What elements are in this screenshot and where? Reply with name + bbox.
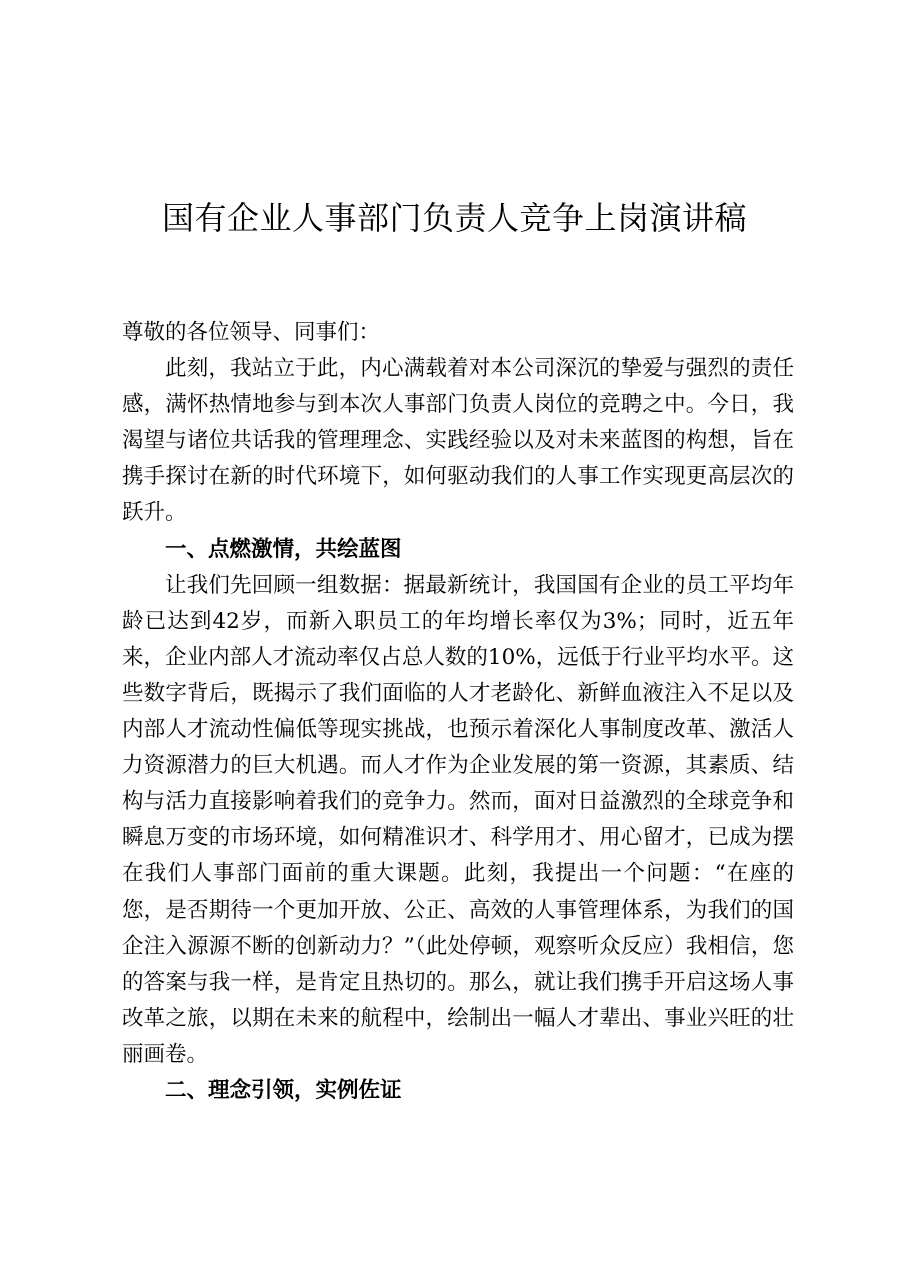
document-body — [122, 315, 794, 1109]
intro-paragraph: 此刻，我站立于此，内心满载着对本公司深沉的挚爱与强烈的责任感，满怀热情地参与到本次人事部门负责人岗位的竞聘之中。今日，我渴望与诸位共话我的管理理念、实践经验以及对未来蓝图的构想，旨在携手探讨在新的时代环境下，如何驱动我们的人事工作实现更高层次的跃升。 — [122, 356, 794, 526]
section-heading-2: 二、理念引领，实例佐证 — [165, 1077, 402, 1103]
salutation: 尊敬的各位领导、同事们： — [122, 320, 381, 345]
section-heading-1: 一、点燃激情，共绘蓝图 — [165, 536, 402, 562]
document-title: 国有企业人事部门负责人竞争上岗演讲稿 — [161, 199, 747, 237]
section-1-paragraph: 让我们先回顾一组数据：据最新统计，我国国有企业的员工平均年龄已达到42岁，而新入职员工的年均增长率仅为3%；同时，近五年来，企业内部人才流动率仅占总人数的10%，远低于行业平均水平。这些数字背后，既揭示了我们面临的人才老龄化、新鲜血液注入不足以及内部人才流动性偏低等现实挑战，也预示着深化人事制度改革、激活人力资源潜力的巨大机遇。而人才作为企业发展的第一资源，其素质、结构与活力直接影响着我们的竞争力。然而，面对日益激烈的全球竞争和瞬息万变的市场环境，如何精准识才、科学用才、用心留才，已成为摆在我们人事部门面前的重大课题。此刻，我提出一个问题：“在座的您，是否期待一个更加开放、公正、高效的人事管理体系，为我们的国企注入源源不断的创新动力？”（此处停顿，观察听众反应）我相信，您的答案与我一样，是肯定且热切的。那么，就让我们携手开启这场人事改革之旅，以期在未来的航程中，绘制出一幅人才辈出、事业兴旺的壮丽画卷。 — [122, 572, 794, 1067]
